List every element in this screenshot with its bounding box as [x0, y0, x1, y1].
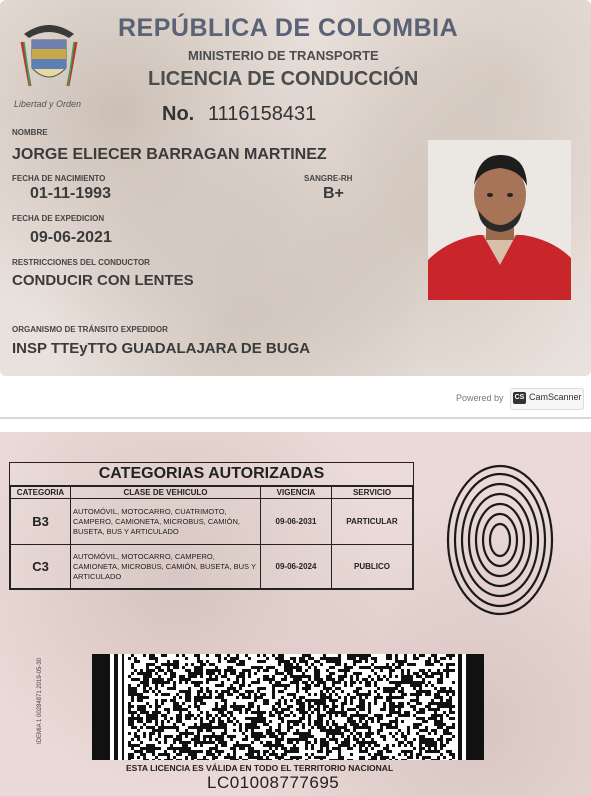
table-row: [11, 545, 413, 589]
restrictions-value: CONDUCIR CON LENTES: [12, 272, 194, 289]
header-vigencia: VIGENCIA: [261, 487, 332, 499]
category-cell: B3: [11, 499, 71, 545]
name-label: NOMBRE: [12, 128, 48, 137]
holder-name: JORGE ELIECER BARRAGAN MARTINEZ: [12, 146, 327, 163]
blood-label: SANGRE-RH: [304, 174, 353, 183]
blood-value: B+: [323, 185, 344, 202]
agency-value: INSP TTEyTTO GUADALAJARA DE BUGA: [12, 340, 311, 357]
vertical-serial: IDEMIA 1 00284871 2019-05-30: [37, 657, 43, 745]
validity-statement: ESTA LICENCIA ES VÁLIDA EN TODO EL TERRITORIO NACIONAL: [126, 763, 394, 773]
ministry-title: MINISTERIO DE TRANSPORTE: [188, 48, 379, 63]
service-cell: PUBLICO: [332, 545, 413, 589]
restrictions-label: RESTRICCIONES DEL CONDUCTOR: [12, 258, 150, 267]
category-cell: C3: [11, 545, 71, 589]
license-front: [0, 0, 591, 376]
camscanner-icon: CS: [513, 392, 526, 404]
issue-date: 09-06-2021: [30, 229, 112, 246]
issue-label: FECHA DE EXPEDICION: [12, 214, 105, 223]
coat-of-arms-icon: [14, 16, 84, 96]
table-row: [11, 499, 413, 545]
vehicle-class-cell: AUTOMÓVIL, MOTOCARRO, CAMPERO, CAMIONETA, MICROBUS, CAMIÓN, BUSETA, BUS Y ARTICULADO: [71, 545, 261, 589]
agency-label: ORGANISMO DE TRÁNSITO EXPEDIDOR: [12, 325, 168, 334]
fingerprint-icon: [440, 460, 560, 620]
header-categoria: CATEGORIA: [11, 487, 71, 499]
categories-table: [9, 462, 414, 590]
holder-photo: [428, 140, 571, 300]
table-title: CATEGORIAS AUTORIZADAS: [10, 463, 413, 486]
crest-caption: Libertad y Orden: [14, 99, 82, 109]
camscanner-label: CamScanner: [529, 392, 582, 402]
page-divider: [0, 417, 591, 419]
dob-value: 01-11-1993: [30, 185, 111, 202]
validity-cell: 09-06-2031: [261, 499, 332, 545]
country-title: REPÚBLICA DE COLOMBIA: [118, 14, 459, 42]
header-clase: CLASE DE VEHICULO: [71, 487, 261, 499]
validity-cell: 09-06-2024: [261, 545, 332, 589]
pdf417-barcode: [92, 654, 484, 760]
vehicle-class-cell: AUTOMÓVIL, MOTOCARRO, CUATRIMOTO, CAMPERO, CAMIONETA, MICROBUS, CAMIÓN, BUSETA, BUS Y ARTICULADO: [71, 499, 261, 545]
number-label: No.: [162, 103, 195, 125]
document-title: LICENCIA DE CONDUCCIÓN: [148, 68, 419, 90]
dob-label: FECHA DE NACIMIENTO: [12, 174, 106, 183]
card-code: LC01008777695: [207, 773, 340, 792]
service-cell: PARTICULAR: [332, 499, 413, 545]
license-number: 1116158431: [208, 103, 317, 125]
header-servicio: SERVICIO: [332, 487, 413, 499]
powered-by-text: Powered by: [456, 393, 504, 403]
